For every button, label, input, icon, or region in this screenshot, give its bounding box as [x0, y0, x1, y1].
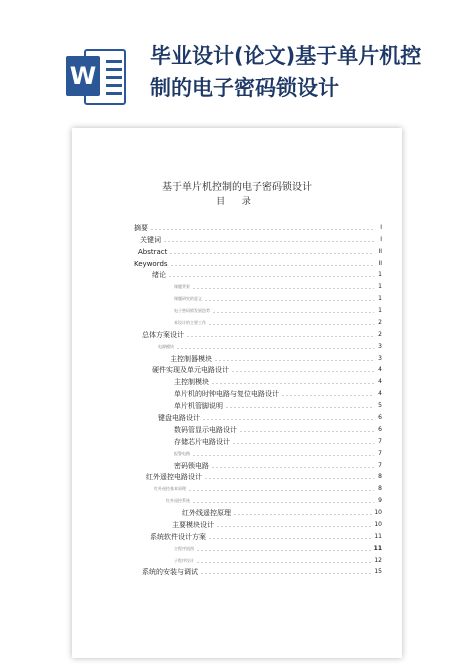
toc-entry: 数码管显示电路设计 6: [174, 425, 382, 434]
toc-entry: 主控制模块 4: [174, 377, 382, 386]
toc-entry: 系统的安装与调试 15: [142, 567, 382, 576]
word-document-icon: [66, 46, 128, 108]
toc-entry: 主要模块设计 10: [172, 520, 382, 529]
toc-entry: 密码锁电路 7: [174, 461, 382, 470]
toc-entry: 红外遥控基本原理 8: [154, 485, 382, 492]
toc-entry: 电源模块 3: [158, 343, 382, 350]
document-header: [0, 0, 474, 130]
toc-entry: 总体方案设计 2: [142, 330, 382, 339]
toc-entry: 系统软件设计方案 11: [150, 532, 382, 541]
toc-heading: 目 录: [216, 197, 258, 207]
toc-entry: 绪论 1: [152, 270, 382, 279]
toc-entry: 报警电路 7: [174, 450, 382, 457]
toc-entry: 单片机的时钟电路与复位电路设计 4: [174, 389, 382, 398]
toc-entry: 存储芯片电路设计 7: [174, 437, 382, 446]
toc-entry: 主程序流图 11: [174, 545, 382, 552]
document-title: 毕业设计(论文)基于单片机控制的电子密码锁设计: [150, 44, 422, 100]
toc-entry: 子程序设计 12: [174, 557, 382, 564]
toc-entry: 红外遥控电路设计 8: [146, 472, 382, 481]
toc-entry: 电子密码锁发展趋势 1: [174, 307, 382, 314]
toc-entry: 课题研究的意义 1: [174, 295, 382, 302]
toc-entry: 红外遥控系统 9: [166, 497, 382, 504]
toc-entry: 键盘电路设计 6: [158, 413, 382, 422]
toc-entry: 主控制器模块 3: [170, 354, 382, 363]
toc-entry: 单片机管脚说明 5: [174, 401, 382, 410]
word-icon-letter: W: [66, 56, 100, 96]
toc-entry: 摘要 I: [134, 223, 382, 232]
toc-entry: Keywords II: [134, 259, 382, 268]
toc-entry: 课题背景 1: [174, 283, 382, 290]
toc-entry: 红外线遥控原理 10: [182, 508, 382, 517]
toc-entry: 本设计的主要工作 2: [174, 319, 382, 326]
paper-title: 基于单片机控制的电子密码锁设计: [162, 182, 312, 193]
toc-entry: 硬件实现及单元电路设计 4: [152, 365, 382, 374]
document-page-preview: [72, 128, 402, 658]
toc-entry: 关键词 I: [140, 235, 382, 244]
toc-entry: Abstract II: [138, 247, 382, 256]
